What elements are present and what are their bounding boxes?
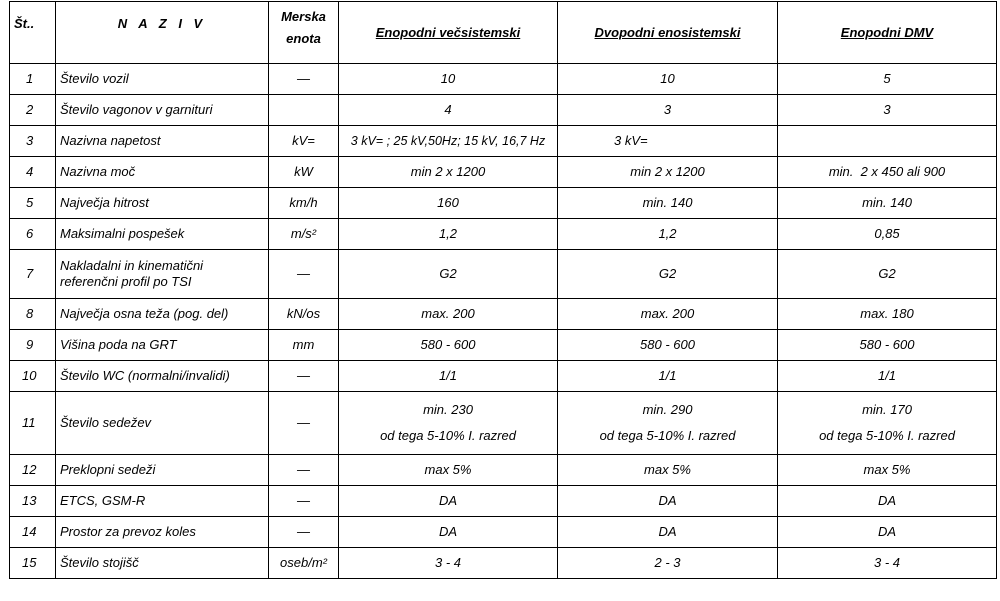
row-value-col3: 5	[778, 64, 997, 95]
table-row	[10, 126, 997, 157]
header-col-enopodni-vecsistemski: Enopodni večsistemski	[339, 2, 558, 64]
header-col-enopodni-dmv: Enopodni DMV	[778, 2, 997, 64]
row-number: 13	[10, 486, 56, 517]
row-value-col2: 2 - 3	[558, 548, 778, 579]
row-value-col2: 3	[558, 95, 778, 126]
row-value-col2: min 2 x 1200	[558, 157, 778, 188]
row-unit: —	[269, 392, 339, 455]
row-value-col2: G2	[558, 250, 778, 299]
row-value-col2: DA	[558, 486, 778, 517]
row-name: Največja hitrost	[56, 188, 269, 219]
row-unit: oseb/m²	[269, 548, 339, 579]
row-name: Največja osna teža (pog. del)	[56, 299, 269, 330]
row-value-col3: 0,85	[778, 219, 997, 250]
row-value-col2: max. 200	[558, 299, 778, 330]
row-unit: —	[269, 517, 339, 548]
row-name: Višina poda na GRT	[56, 330, 269, 361]
row-name: Maksimalni pospešek	[56, 219, 269, 250]
header-unit	[269, 2, 339, 64]
table-row	[10, 517, 997, 548]
row-number: 11	[10, 392, 56, 455]
row-value-col1: DA	[339, 486, 558, 517]
table-row	[10, 330, 997, 361]
row-name: Nazivna moč	[56, 157, 269, 188]
row-unit: mm	[269, 330, 339, 361]
row-value-col1: max. 200	[339, 299, 558, 330]
table-row	[10, 548, 997, 579]
row-name: Prostor za prevoz koles	[56, 517, 269, 548]
row-value-col3	[778, 126, 997, 157]
row-number: 6	[10, 219, 56, 250]
row-value-col2: 3 kV=	[558, 126, 778, 157]
row-unit: kW	[269, 157, 339, 188]
row-unit	[269, 95, 339, 126]
row-unit: —	[269, 455, 339, 486]
row-number: 9	[10, 330, 56, 361]
row-value-col1: 3 - 4	[339, 548, 558, 579]
row-value-col1: G2	[339, 250, 558, 299]
row-value-col1: 10	[339, 64, 558, 95]
row-number: 15	[10, 548, 56, 579]
row-name: Število stojišč	[56, 548, 269, 579]
row-value-col3: max. 180	[778, 299, 997, 330]
row-value-col1	[339, 392, 558, 455]
row-value-col3	[778, 392, 997, 455]
table-row	[10, 392, 997, 455]
row-value-col2: 1,2	[558, 219, 778, 250]
row-value-col1: 3 kV= ; 25 kV,50Hz; 15 kV, 16,7 Hz	[339, 126, 558, 157]
row-unit: —	[269, 486, 339, 517]
row-number: 5	[10, 188, 56, 219]
header-naziv: N A Z I V	[56, 2, 269, 64]
row-number: 4	[10, 157, 56, 188]
row-number: 2	[10, 95, 56, 126]
row-value-col3: min. 2 x 450 ali 900	[778, 157, 997, 188]
row-value-col1: min 2 x 1200	[339, 157, 558, 188]
row-value-col3: max 5%	[778, 455, 997, 486]
table-row	[10, 361, 997, 392]
row-unit: kN/os	[269, 299, 339, 330]
row-value-col3: 1/1	[778, 361, 997, 392]
row-unit: —	[269, 64, 339, 95]
row-name: Število vagonov v garnituri	[56, 95, 269, 126]
row-value-col3: min. 140	[778, 188, 997, 219]
header-unit-line1: Merska	[281, 9, 326, 24]
row-value-col3: DA	[778, 517, 997, 548]
table-row	[10, 95, 997, 126]
row-number: 12	[10, 455, 56, 486]
header-st: Št..	[10, 2, 56, 64]
row-value-col2: max 5%	[558, 455, 778, 486]
row-number: 7	[10, 250, 56, 299]
row-unit: —	[269, 361, 339, 392]
header-unit-line2: enota	[286, 31, 321, 46]
table-row	[10, 188, 997, 219]
row-value-col1: 1,2	[339, 219, 558, 250]
row-value-col2: 580 - 600	[558, 330, 778, 361]
row-value-col3-line1: min. 170	[862, 402, 912, 417]
row-value-col3: G2	[778, 250, 997, 299]
row-value-col3: 3 - 4	[778, 548, 997, 579]
row-value-col2-line1: min. 290	[642, 402, 693, 417]
row-value-col1: 1/1	[339, 361, 558, 392]
row-number: 14	[10, 517, 56, 548]
row-unit: —	[269, 250, 339, 299]
row-value-col3: DA	[778, 486, 997, 517]
table-row	[10, 455, 997, 486]
table-row	[10, 157, 997, 188]
row-value-col1: DA	[339, 517, 558, 548]
row-name: Število sedežev	[56, 392, 269, 455]
table-row	[10, 299, 997, 330]
row-name: Število WC (normalni/invalidi)	[56, 361, 269, 392]
row-value-col1: max 5%	[339, 455, 558, 486]
header-row	[10, 2, 997, 64]
row-value-col2: 1/1	[558, 361, 778, 392]
table-row	[10, 250, 997, 299]
table-row	[10, 486, 997, 517]
row-unit: km/h	[269, 188, 339, 219]
row-value-col2: min. 140	[558, 188, 778, 219]
row-name: Število vozil	[56, 64, 269, 95]
row-name-line2: referenčni profil po TSI	[60, 274, 192, 289]
row-unit: m/s²	[269, 219, 339, 250]
row-number: 10	[10, 361, 56, 392]
row-value-col2-line2: od tega 5-10% I. razred	[599, 428, 736, 443]
row-value-col1: 4	[339, 95, 558, 126]
row-name: ETCS, GSM-R	[56, 486, 269, 517]
row-name	[56, 250, 269, 299]
row-unit: kV=	[269, 126, 339, 157]
vehicle-spec-table	[9, 1, 997, 579]
table-row	[10, 219, 997, 250]
row-value-col2: DA	[558, 517, 778, 548]
row-value-col2	[558, 392, 778, 455]
row-value-col1-line2: od tega 5-10% I. razred	[380, 428, 516, 443]
row-number: 1	[10, 64, 56, 95]
row-value-col3-line2: od tega 5-10% I. razred	[819, 428, 955, 443]
row-number: 8	[10, 299, 56, 330]
row-value-col1: 160	[339, 188, 558, 219]
header-col-dvopodni-enosistemski: Dvopodni enosistemski	[558, 2, 778, 64]
row-name: Nazivna napetost	[56, 126, 269, 157]
row-value-col1-line1: min. 230	[423, 402, 473, 417]
row-value-col3: 3	[778, 95, 997, 126]
row-name-line1: Nakladalni in kinematični	[60, 258, 204, 273]
table-row	[10, 64, 997, 95]
row-value-col2: 10	[558, 64, 778, 95]
row-value-col3: 580 - 600	[778, 330, 997, 361]
row-value-col1: 580 - 600	[339, 330, 558, 361]
row-number: 3	[10, 126, 56, 157]
row-name: Preklopni sedeži	[56, 455, 269, 486]
